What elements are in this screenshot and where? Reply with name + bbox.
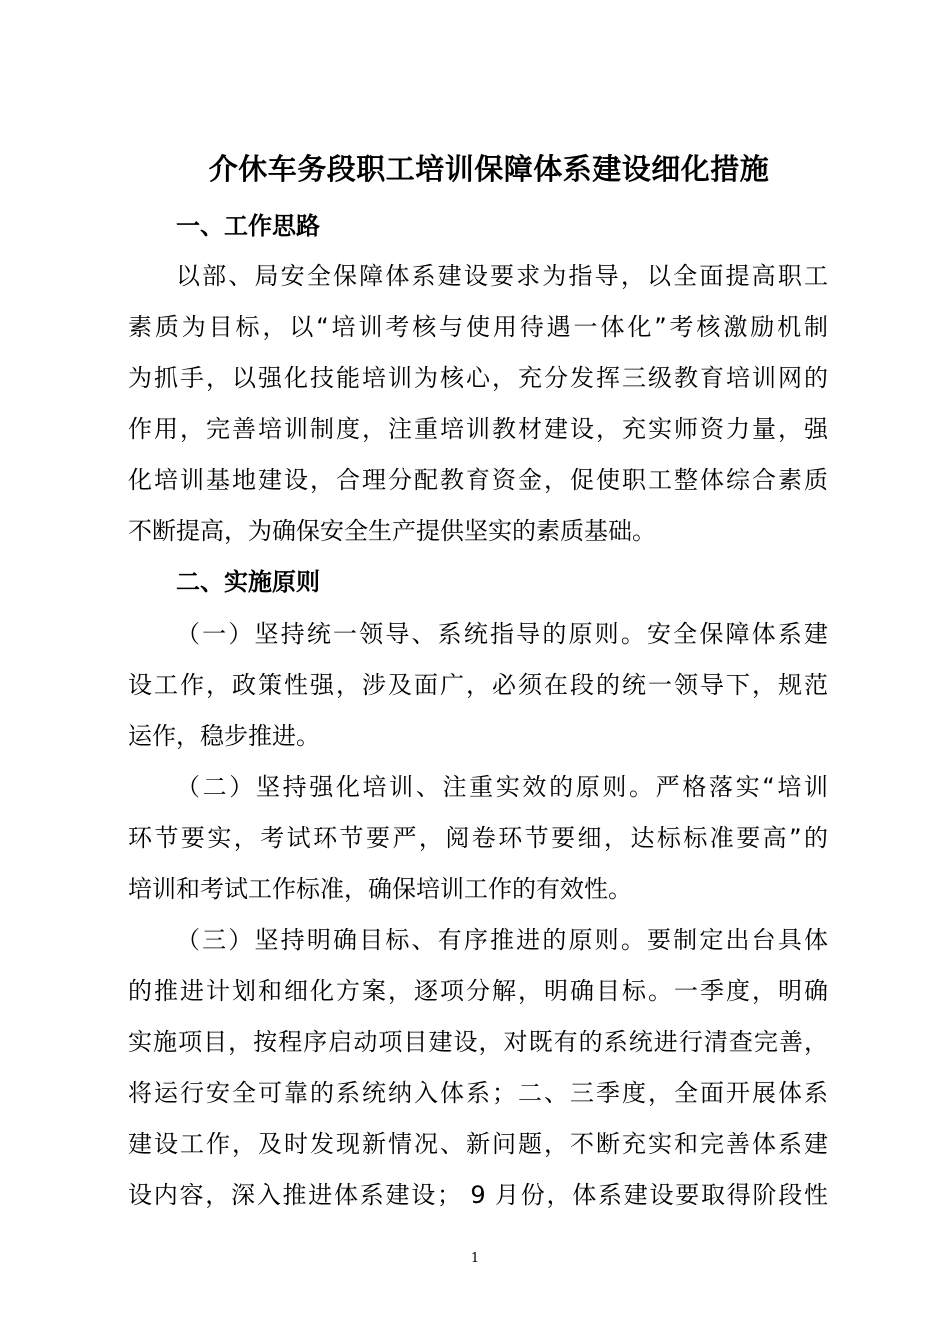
paragraph-line: （二）坚持强化培训、注重实效的原则。严格落实“培训 (176, 773, 828, 801)
paragraph-line: 实施项目，按程序启动项目建设，对既有的系统进行清查完善， (128, 1028, 828, 1056)
paragraph-line: 培训和考试工作标准，确保培训工作的有效性。 (128, 875, 632, 903)
paragraph-line: 环节要实，考试环节要严，阅卷环节要细，达标标准要高”的 (128, 824, 828, 852)
section-heading-work-idea: 一、工作思路 (176, 212, 320, 240)
paragraph-line: 设工作，政策性强，涉及面广，必须在段的统一领导下，规范 (128, 671, 828, 699)
page-number: 1 (470, 1251, 480, 1266)
paragraph-line: 不断提高，为确保安全生产提供坚实的素质基础。 (128, 517, 656, 545)
paragraph-line: （三）坚持明确目标、有序推进的原则。要制定出台具体 (176, 926, 828, 954)
paragraph-line: 运作，稳步推进。 (128, 722, 320, 750)
paragraph-line: （一）坚持统一领导、系统指导的原则。安全保障体系建 (176, 620, 828, 648)
document-title: 介休车务段职工培训保障体系建设细化措施 (208, 152, 770, 186)
paragraph-line: 建设工作，及时发现新情况、新问题，不断充实和完善体系建 (128, 1130, 828, 1158)
paragraph-line: 化培训基地建设，合理分配教育资金，促使职工整体综合素质 (128, 466, 828, 494)
paragraph-line: 的推进计划和细化方案，逐项分解，明确目标。一季度，明确 (128, 977, 828, 1005)
paragraph-line: 以部、局安全保障体系建设要求为指导，以全面提高职工 (176, 262, 828, 290)
paragraph-line: 为抓手，以强化技能培训为核心，充分发挥三级教育培训网的 (128, 364, 828, 392)
paragraph-line: 作用，完善培训制度，注重培训教材建设，充实师资力量，强 (128, 415, 828, 443)
section-heading-principles: 二、实施原则 (176, 568, 320, 596)
paragraph-line: 将运行安全可靠的系统纳入体系；二、三季度，全面开展体系 (128, 1079, 828, 1107)
paragraph-line: 素质为目标，以“培训考核与使用待遇一体化”考核激励机制 (128, 313, 828, 341)
paragraph-line: 设内容，深入推进体系建设； 9 月份，体系建设要取得阶段性 (128, 1181, 828, 1209)
